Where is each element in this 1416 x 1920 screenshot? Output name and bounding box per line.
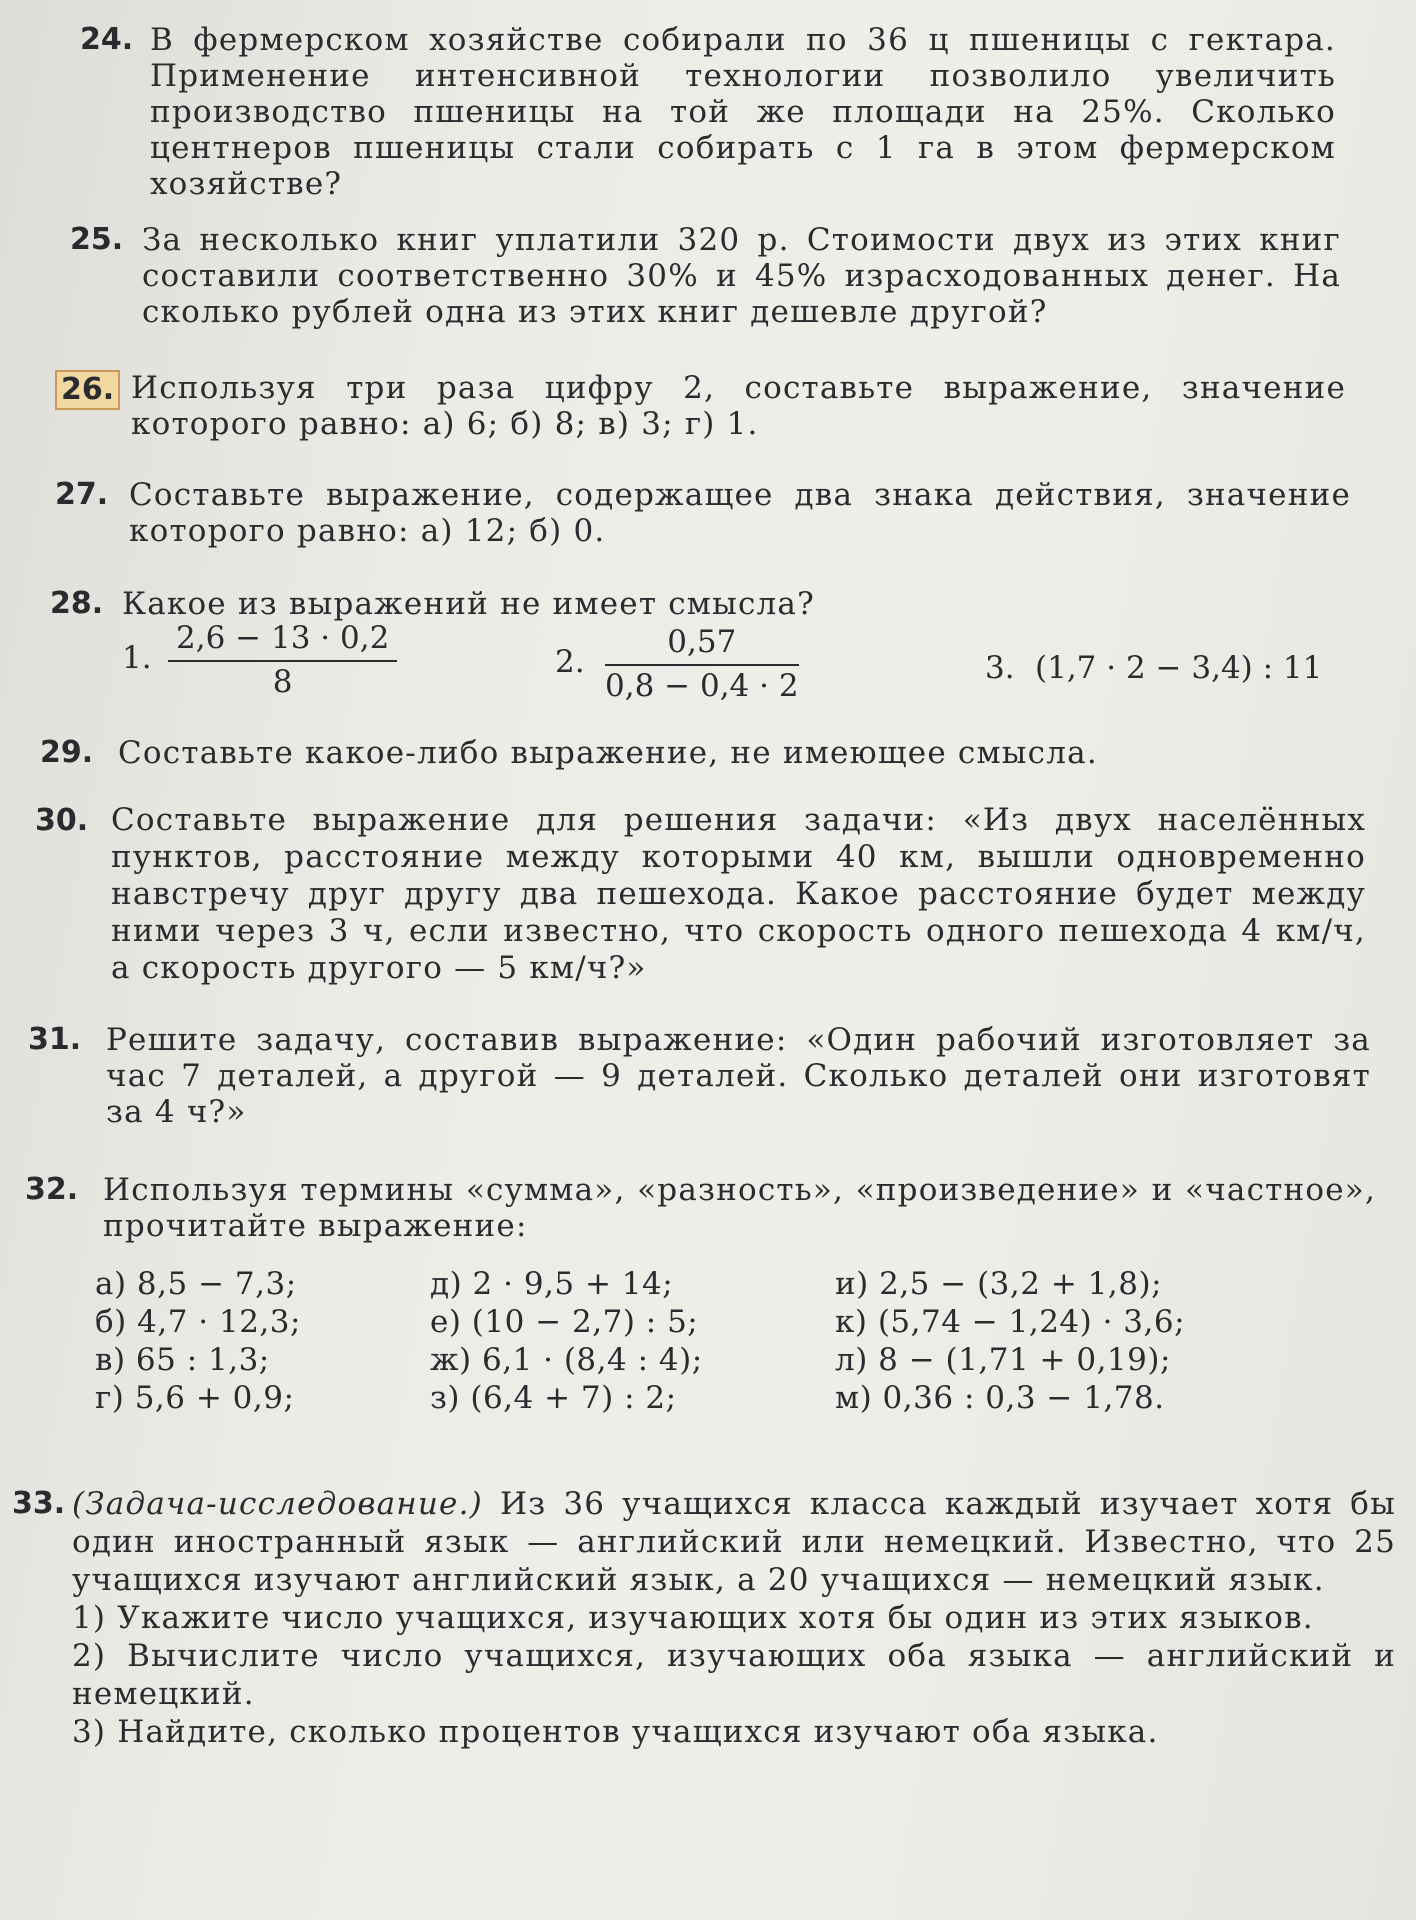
fraction-2 bbox=[605, 624, 799, 704]
denominator: 0,8 − 0,4 · 2 bbox=[605, 668, 799, 704]
task-33-items bbox=[72, 1599, 1396, 1751]
task-24 bbox=[80, 22, 1336, 202]
expression: г) 5,6 + 0,9; bbox=[95, 1380, 295, 1416]
task-text bbox=[72, 1485, 1396, 1599]
option-label: 3. bbox=[985, 650, 1015, 686]
task-28-options bbox=[0, 620, 1416, 710]
task-27 bbox=[55, 477, 1351, 549]
numerator: 0,57 bbox=[605, 624, 799, 666]
task-text: Составьте выражение, содержащее два знака действия, значение которого равно: а) 12; б) 0. bbox=[129, 477, 1351, 549]
expression: л) 8 − (1,71 + 0,19); bbox=[835, 1342, 1171, 1378]
task-number: 32. bbox=[25, 1172, 79, 1207]
expression: в) 65 : 1,3; bbox=[95, 1342, 270, 1378]
task-32 bbox=[25, 1172, 1376, 1244]
expression: е) (10 − 2,7) : 5; bbox=[430, 1304, 699, 1340]
task-number: 33. bbox=[12, 1486, 66, 1521]
task-29 bbox=[40, 735, 1356, 771]
task-number: 28. bbox=[50, 586, 104, 621]
task-text: За несколько книг уплатили 320 р. Стоимости двух из этих книг составили соответственно 30% и 45% израсходованных денег. На сколько рублей одна из этих книг дешевле другой? bbox=[142, 222, 1341, 330]
subtask: 2) Вычислите число учащихся, изучающих оба языка — английский и немецкий. bbox=[72, 1638, 1396, 1712]
expression: к) (5,74 − 1,24) · 3,6; bbox=[835, 1304, 1186, 1340]
task-number: 29. bbox=[40, 735, 94, 770]
numerator: 2,6 − 13 · 0,2 bbox=[168, 620, 397, 662]
task-text: Используя термины «сумма», «разность», «произведение» и «частное», прочитайте выражение: bbox=[103, 1172, 1376, 1244]
task-text: Составьте выражение для решения задачи: «Из двух населённых пунктов, расстояние между которыми 40 км, вышли одновременно навстречу друг другу два пешехода. Какое расстояние будет между ними через 3 ч, если известно, что скорость одного пешехода 4 км/ч, а скорость другого — 5 км/ч?» bbox=[111, 802, 1366, 986]
fraction-1 bbox=[168, 620, 397, 700]
expression: з) (6,4 + 7) : 2; bbox=[430, 1380, 677, 1416]
task-number: 30. bbox=[35, 803, 89, 838]
expr-column-3 bbox=[835, 1265, 1185, 1417]
expression: б) 4,7 · 12,3; bbox=[95, 1304, 301, 1340]
option-label: 1. bbox=[122, 640, 152, 676]
task-28 bbox=[50, 586, 1356, 622]
expression: ж) 6,1 · (8,4 : 4); bbox=[430, 1342, 703, 1378]
expression: м) 0,36 : 0,3 − 1,78. bbox=[835, 1380, 1165, 1416]
subtask: 1) Укажите число учащихся, изучающих хотя бы один из этих языков. bbox=[72, 1600, 1314, 1636]
task-number: 31. bbox=[28, 1022, 82, 1057]
task-text: Составьте какое-либо выражение, не имеющее смысла. bbox=[118, 735, 1098, 771]
task-text: Решите задачу, составив выражение: «Один рабочий изготовляет за час 7 деталей, а другой — 9 деталей. Сколько деталей они изготовят за 4 ч?» bbox=[106, 1022, 1371, 1130]
expression: и) 2,5 − (3,2 + 1,8); bbox=[835, 1266, 1163, 1302]
task-text: Используя три раза цифру 2, составьте выражение, значение которого равно: а) 6; б) 8; в) 3; г) 1. bbox=[131, 370, 1346, 442]
expression: а) 8,5 − 7,3; bbox=[95, 1266, 297, 1302]
task-26 bbox=[55, 370, 1346, 442]
expr-column-1 bbox=[95, 1265, 301, 1417]
task-text: В фермерском хозяйстве собирали по 36 ц пшеницы с гектара. Применение интенсивной технологии позволило увеличить производство пшеницы на той же площади на 25%. Сколько центнеров пшеницы стали собирать с 1 га в этом фермерском хозяйстве? bbox=[150, 22, 1336, 202]
expr-column-2 bbox=[430, 1265, 703, 1417]
task-25 bbox=[70, 222, 1341, 330]
task-32-expressions bbox=[95, 1265, 1375, 1425]
task-body: Из 36 учащихся класса каждый изучает хотя бы один иностранный язык — английский или немецкий. Известно, что 25 учащихся изучают английский язык, а 20 учащихся — немецкий язык. bbox=[72, 1486, 1396, 1598]
expression: д) 2 · 9,5 + 14; bbox=[430, 1266, 674, 1302]
task-number: 24. bbox=[80, 22, 134, 57]
expression-3: (1,7 · 2 − 3,4) : 11 bbox=[1035, 650, 1323, 686]
task-number: 26. bbox=[55, 370, 120, 410]
task-number: 27. bbox=[55, 477, 109, 512]
task-number: 25. bbox=[70, 222, 124, 257]
denominator: 8 bbox=[272, 664, 293, 700]
task-31 bbox=[28, 1022, 1371, 1130]
task-text: Какое из выражений не имеет смысла? bbox=[122, 586, 815, 622]
option-label: 2. bbox=[555, 644, 585, 680]
task-intro: (Задача-исследование.) bbox=[72, 1486, 483, 1522]
task-30 bbox=[35, 802, 1366, 987]
subtask: 3) Найдите, сколько процентов учащихся изучают оба языка. bbox=[72, 1714, 1159, 1750]
task-33 bbox=[12, 1485, 1396, 1751]
